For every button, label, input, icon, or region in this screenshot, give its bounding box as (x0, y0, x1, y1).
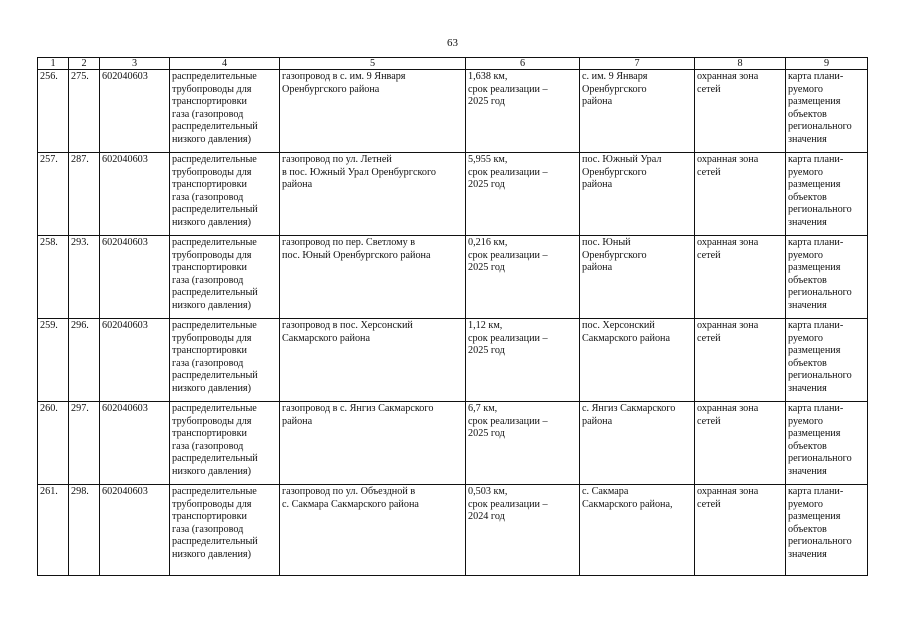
object-name: газопровод в пос. Херсонский Сакмарского района (282, 320, 413, 344)
object-map: карта плани- руемого размещения объектов регионального значения (788, 71, 852, 145)
table-row (38, 319, 868, 402)
object-name: газопровод в с. Янгиз Сакмарского района (282, 403, 434, 427)
page-number: 63 (447, 37, 458, 49)
row-number-2: 275. (71, 71, 89, 82)
cell-details (466, 402, 580, 485)
object-map: карта плани- руемого размещения объектов регионального значения (788, 154, 852, 228)
cell-map (786, 70, 868, 153)
column-header-4: 4 (170, 58, 280, 70)
cell-number (38, 236, 69, 319)
cell-type (170, 402, 280, 485)
object-type: распределительные трубопроводы для транспортировки газа (газопровод распределительный низкого давления) (172, 486, 258, 560)
object-code: 602040603 (102, 320, 148, 331)
object-type: распределительные трубопроводы для транспортировки газа (газопровод распределительный низкого давления) (172, 71, 258, 145)
object-details: 5,955 км, срок реализации – 2025 год (468, 154, 548, 191)
cell-details (466, 70, 580, 153)
cell-zone (695, 402, 786, 485)
table-body (38, 70, 868, 576)
cell-type (170, 485, 280, 576)
object-details: 0,216 км, срок реализации – 2025 год (468, 237, 548, 274)
object-location: пос. Юный Оренбургского района (582, 237, 647, 274)
column-header-1: 1 (38, 58, 69, 70)
column-header-6: 6 (466, 58, 580, 70)
row-number: 258. (40, 237, 58, 248)
row-number-2: 297. (71, 403, 89, 414)
cell-number (38, 402, 69, 485)
cell-details (466, 236, 580, 319)
row-number-2: 296. (71, 320, 89, 331)
cell-code (100, 153, 170, 236)
row-number: 260. (40, 403, 58, 414)
cell-location (580, 153, 695, 236)
object-details: 1,638 км, срок реализации – 2025 год (468, 71, 548, 108)
table-header (38, 58, 868, 70)
table-row (38, 485, 868, 576)
cell-map (786, 402, 868, 485)
header-row (38, 58, 868, 70)
cell-zone (695, 70, 786, 153)
object-name: газопровод по пер. Светлому в пос. Юный Оренбургского района (282, 237, 431, 261)
cell-name (280, 70, 466, 153)
object-code: 602040603 (102, 154, 148, 165)
column-header-3: 3 (100, 58, 170, 70)
cell-location (580, 70, 695, 153)
object-details: 0,503 км, срок реализации – 2024 год (468, 486, 548, 523)
object-map: карта плани- руемого размещения объектов регионального значения (788, 403, 852, 477)
cell-zone (695, 153, 786, 236)
cell-name (280, 153, 466, 236)
cell-code (100, 485, 170, 576)
cell-code (100, 236, 170, 319)
object-location: с. Сакмара Сакмарского района, (582, 486, 673, 510)
object-name: газопровод по ул. Летней в пос. Южный Урал Оренбургского района (282, 154, 437, 191)
cell-name (280, 236, 466, 319)
cell-type (170, 236, 280, 319)
cell-zone (695, 485, 786, 576)
cell-number (38, 319, 69, 402)
row-number: 261. (40, 486, 58, 497)
cell-map (786, 153, 868, 236)
registry-table (37, 57, 868, 576)
object-details: 6,7 км, срок реализации – 2025 год (468, 403, 548, 440)
cell-number (38, 70, 69, 153)
object-code: 602040603 (102, 486, 148, 497)
cell-details (466, 485, 580, 576)
cell-details (466, 319, 580, 402)
object-map: карта плани- руемого размещения объектов регионального значения (788, 486, 852, 560)
object-location: пос. Херсонский Сакмарского района (582, 320, 671, 344)
row-number: 257. (40, 154, 58, 165)
object-zone: охранная зона сетей (697, 403, 759, 427)
table-row (38, 236, 868, 319)
object-zone: охранная зона сетей (697, 486, 759, 510)
cell-location (580, 485, 695, 576)
cell-number-2 (69, 153, 100, 236)
object-details: 1,12 км, срок реализации – 2025 год (468, 320, 548, 357)
cell-map (786, 485, 868, 576)
object-zone: охранная зона сетей (697, 237, 759, 261)
row-number: 259. (40, 320, 58, 331)
row-number-2: 293. (71, 237, 89, 248)
row-number: 256. (40, 71, 58, 82)
object-location: с. им. 9 Января Оренбургского района (582, 71, 648, 108)
table-row (38, 402, 868, 485)
object-zone: охранная зона сетей (697, 320, 759, 344)
object-code: 602040603 (102, 71, 148, 82)
row-number-2: 298. (71, 486, 89, 497)
object-map: карта плани- руемого размещения объектов регионального значения (788, 237, 852, 311)
row-number-2: 287. (71, 154, 89, 165)
object-name: газопровод в с. им. 9 Января Оренбургского района (282, 71, 406, 95)
column-header-2: 2 (69, 58, 100, 70)
object-zone: охранная зона сетей (697, 154, 759, 178)
object-map: карта плани- руемого размещения объектов регионального значения (788, 320, 852, 394)
cell-name (280, 485, 466, 576)
cell-location (580, 402, 695, 485)
cell-code (100, 402, 170, 485)
object-type: распределительные трубопроводы для транспортировки газа (газопровод распределительный низкого давления) (172, 237, 258, 311)
cell-details (466, 153, 580, 236)
cell-number-2 (69, 236, 100, 319)
column-header-5: 5 (280, 58, 466, 70)
column-header-7: 7 (580, 58, 695, 70)
cell-number-2 (69, 319, 100, 402)
object-type: распределительные трубопроводы для транспортировки газа (газопровод распределительный низкого давления) (172, 403, 258, 477)
object-location: пос. Южный Урал Оренбургского района (582, 154, 662, 191)
cell-number (38, 153, 69, 236)
cell-code (100, 319, 170, 402)
cell-zone (695, 319, 786, 402)
cell-number (38, 485, 69, 576)
cell-name (280, 402, 466, 485)
object-name: газопровод по ул. Объездной в с. Сакмара Сакмарского района (282, 486, 419, 510)
table-row (38, 153, 868, 236)
cell-type (170, 70, 280, 153)
column-header-8: 8 (695, 58, 786, 70)
cell-number-2 (69, 402, 100, 485)
cell-number-2 (69, 485, 100, 576)
table-row (38, 70, 868, 153)
cell-number-2 (69, 70, 100, 153)
cell-name (280, 319, 466, 402)
cell-type (170, 319, 280, 402)
cell-type (170, 153, 280, 236)
object-zone: охранная зона сетей (697, 71, 759, 95)
object-type: распределительные трубопроводы для транспортировки газа (газопровод распределительный низкого давления) (172, 154, 258, 228)
cell-map (786, 236, 868, 319)
cell-code (100, 70, 170, 153)
column-header-9: 9 (786, 58, 868, 70)
object-code: 602040603 (102, 403, 148, 414)
cell-zone (695, 236, 786, 319)
object-type: распределительные трубопроводы для транспортировки газа (газопровод распределительный низкого давления) (172, 320, 258, 394)
object-code: 602040603 (102, 237, 148, 248)
object-location: с. Янгиз Сакмарского района (582, 403, 676, 427)
cell-map (786, 319, 868, 402)
cell-location (580, 236, 695, 319)
cell-location (580, 319, 695, 402)
